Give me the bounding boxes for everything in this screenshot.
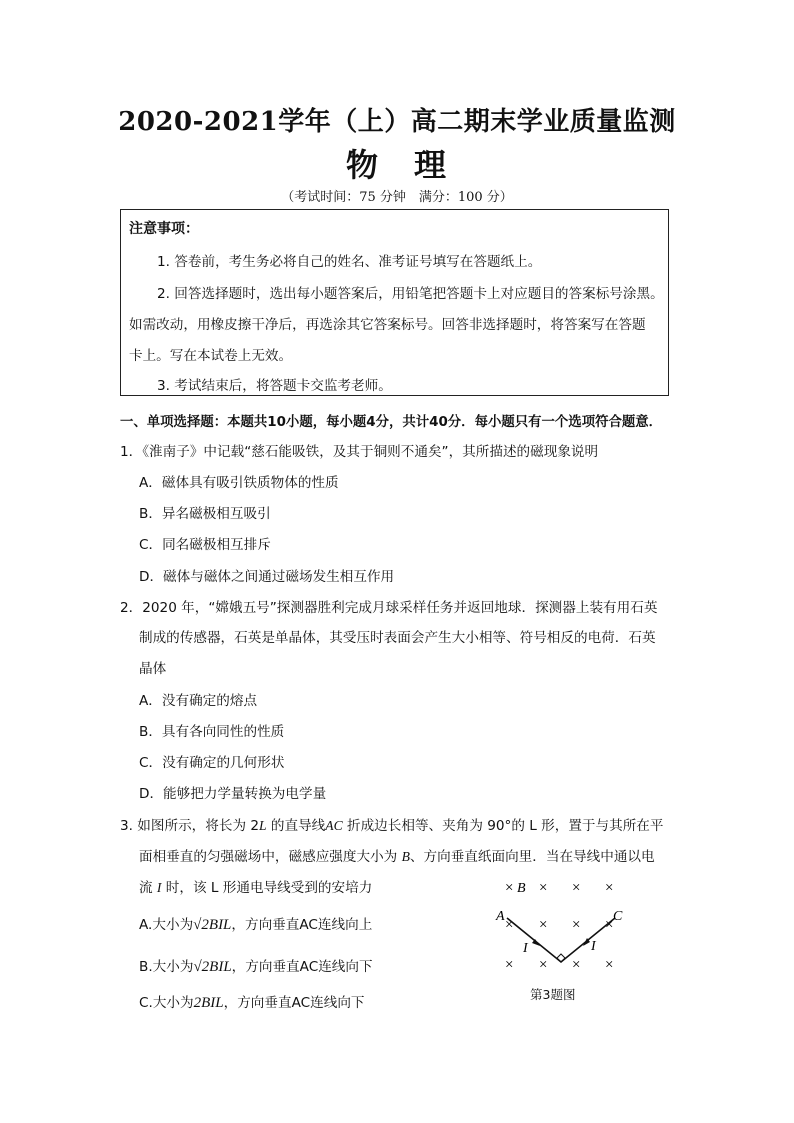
question-1-option-c: C．同名磁极相互排斥 xyxy=(139,537,271,553)
question-3-figure xyxy=(495,870,635,975)
question-3-stem-line-1: 3. 如图所示，将长为 2L 的直导线AC 折成边长相等、夹角为 90°的 L 形，置于与其所在平 xyxy=(120,818,664,834)
question-2-option-d: D．能够把力学量转换为电学量 xyxy=(139,786,327,802)
question-2-stem-line-3: 晶体 xyxy=(139,661,167,677)
field-cross: × xyxy=(605,880,614,896)
field-cross: × xyxy=(572,957,581,973)
question-3-stem-line-2: 面相垂直的匀强磁场中，磁感应强度大小为 B、方向垂直纸面向里．当在导线中通以电 xyxy=(139,849,655,865)
question-2-stem-line-2: 制成的传感器，石英是单晶体，其受压时表面会产生大小相等、符号相反的电荷．石英 xyxy=(139,630,656,646)
exam-time-info: （考试时间：75 分钟 满分：100 分） xyxy=(281,190,513,205)
question-2-option-c: C．没有确定的几何形状 xyxy=(139,755,285,771)
notice-box xyxy=(120,209,669,396)
question-1-option-b: B．异名磁极相互吸引 xyxy=(139,506,271,522)
question-1-option-a: A．磁体具有吸引铁质物体的性质 xyxy=(139,475,339,491)
field-cross: × xyxy=(572,917,581,933)
corner-marker xyxy=(557,954,565,962)
question-2-option-b: B．具有各向同性的性质 xyxy=(139,724,285,740)
notice-line-1: 1. 答卷前，考生务必将自己的姓名、准考证号填写在答题纸上。 xyxy=(157,254,542,270)
field-cross: × xyxy=(605,957,614,973)
label-a: A xyxy=(496,909,505,924)
field-cross: × xyxy=(539,880,548,896)
notice-title: 注意事项： xyxy=(129,221,199,237)
subject-title: 物 理 xyxy=(345,146,448,184)
notice-line-2b: 如需改动，用橡皮擦干净后，再选涂其它答案标号。回答非选择题时，将答案写在答题 xyxy=(129,317,646,333)
field-cross: × xyxy=(605,917,614,933)
exam-title: 2020-2021学年（上）高二期末学业质量监测 xyxy=(118,107,676,137)
field-cross: × xyxy=(539,957,548,973)
question-3-option-c: C.大小为2BIL，方向垂直AC连线向下 xyxy=(139,995,365,1011)
notice-line-2a: 2. 回答选择题时，选出每小题答案后，用铅笔把答题卡上对应题目的答案标号涂黑。 xyxy=(157,286,664,302)
label-current-right: I xyxy=(591,939,596,954)
figure-caption: 第3题图 xyxy=(530,987,576,1002)
section-heading: 一、单项选择题：本题共10小题，每小题4分，共计40分．每小题只有一个选项符合题意． xyxy=(120,415,663,430)
label-current-left: I xyxy=(523,941,528,956)
question-1-stem: 1．《淮南子》中记载“慈石能吸铁，及其于铜则不通矣”，其所描述的磁现象说明 xyxy=(120,444,599,460)
label-c: C xyxy=(613,909,623,924)
field-cross: × xyxy=(539,917,548,933)
question-3-stem-line-3: 流 I 时，该 L 形通电导线受到的安培力 xyxy=(139,880,373,896)
label-b: B xyxy=(517,881,526,896)
question-2-stem-line-1: 2．2020 年，“嫦娥五号”探测器胜利完成月球采样任务并返回地球．探测器上装有用石英 xyxy=(120,600,658,616)
question-1-option-d: D．磁体与磁体之间通过磁场发生相互作用 xyxy=(139,569,395,585)
field-cross: × xyxy=(572,880,581,896)
question-2-option-a: A．没有确定的熔点 xyxy=(139,693,258,709)
question-3-option-b: B.大小为√2BIL，方向垂直AC连线向下 xyxy=(139,959,373,975)
question-3-option-a: A.大小为√2BIL，方向垂直AC连线向上 xyxy=(139,917,373,933)
notice-line-3: 3. 考试结束后，将答题卡交监考老师。 xyxy=(157,378,392,394)
field-cross: × xyxy=(505,880,514,896)
notice-line-2c: 卡上。写在本试卷上无效。 xyxy=(129,348,293,364)
field-cross: × xyxy=(505,957,514,973)
field-cross: × xyxy=(505,917,514,933)
